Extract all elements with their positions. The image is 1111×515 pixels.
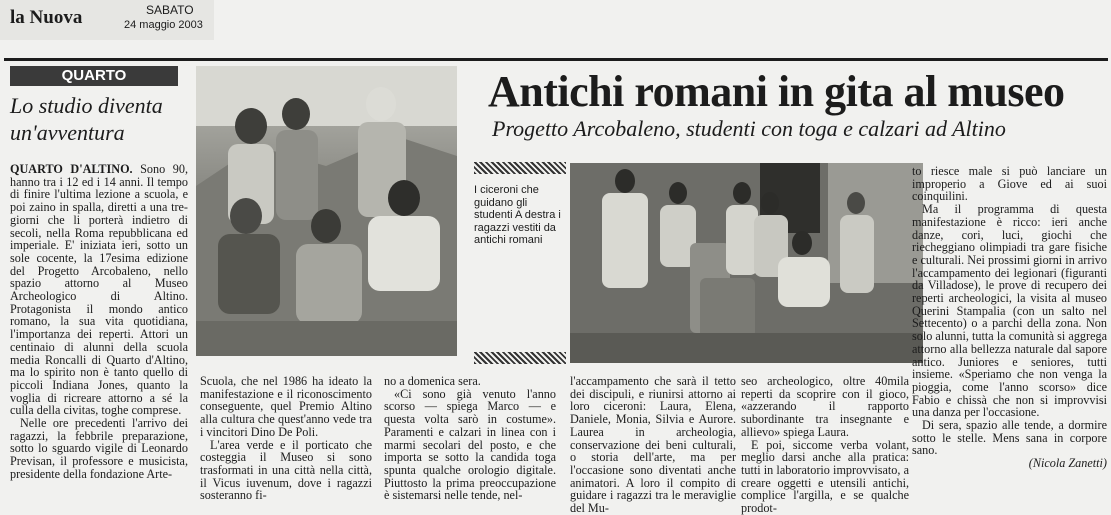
paragraph: «Ci sono già venuto l'anno scorso — spiega Marco — e questa volta sarò in costume». Paramenti e calzari in linea con i marmi secolari del posto, e che importa se sotto la candida toga spunta qualche orologio digitale. Piuttosto la prima preoccupazione è sistemarsi nelle tende, nel-	[384, 386, 556, 503]
article-column-6	[912, 165, 1107, 470]
article-column-1	[10, 163, 188, 481]
masthead-date: 24 maggio 2003	[124, 19, 203, 31]
paragraph: seo archeologico, oltre 40mila reperti da scoprire con il gioco, «azzerando il rapporto subordinante tra insegnante e allievo» spiega Laura.	[741, 374, 909, 439]
photo-students-romans-image	[570, 163, 923, 363]
paragraph: Scuola, che nel 1986 ha ideato la manifestazione e il riconoscimento conseguente, quel Premio Altino alla cultura che quest'anno vede tra i vincitori Dino De Poli.	[200, 374, 372, 439]
article-column-5	[741, 375, 909, 515]
masthead-day: SABATO	[146, 3, 194, 17]
dateline: QUARTO D'ALTINO.	[10, 162, 133, 176]
article-column-4	[570, 375, 736, 515]
caption-pattern-bottom	[474, 352, 566, 364]
kicker-headline: Lo studio diventa un'avventura	[10, 93, 163, 145]
paragraph: Sono 90, hanno tra i 12 ed i 14 anni. Il tempo di finire l'ultima lezione a scuola, e poi zaino in spalla, diretti a una tre-giorni che li porterà indietro di secoli, nella Roma repubblicana ed imperiale. E' iniziata ieri, sotto un sole cocente, la 17esima edizione del Progetto Arcobaleno, nello spazio attorno al Museo Archeologico di Altino. Protagonista il mondo antico romano, la sua vita quotidiana, l'importanza dei reperti. Attori un centinaio di alunni della scuola media Roncalli di Quarto d'Altino, ma lo spirito non è tanto quello di piccoli Indiana Jones, quanto la voglia di ricreare attorno a sé la culla della civitas, toghe comprese.	[10, 162, 189, 418]
byline: (Nicola Zanetti)	[1028, 456, 1107, 471]
paragraph: E poi, siccome verba volant, meglio darsi anche alla pratica: tutti in laboratorio improvvisato, a creare oggetti e utensili antichi, complice l'argilla, e se qualche prodot-	[741, 437, 909, 515]
photo-ciceroni-image	[196, 66, 457, 356]
paragraph: Ma il programma di questa manifestazione è ricco: ieri anche danze, cori, luci, giochi che riecheggiano olimpiadi tra gare fisiche e culturali. Nei prossimi giorni in arrivo l'accampamento dei legionari (figuranti da Villadose), le prove di recupero dei reperti archeologici, la visita al museo Querini Stampalia (con un salto nel Settecento) o a parchi della zona. Non solo alunni, tutta la comunità si aggrega attorno alla bellezza naturale dal sapore antico. Juniores e seniores, tutti insieme. «Speriamo che non venga la pioggia, come l'anno scorso» dice Fabio e chissà che non si improvvisi una danza per l'occasione.	[912, 202, 1107, 420]
newspaper-logo: la Nuova	[10, 7, 83, 28]
article-column-2	[200, 375, 372, 502]
caption-pattern-top	[474, 162, 566, 174]
article-headline: Antichi romani in gita al museo	[488, 67, 1065, 116]
article-column-3	[384, 375, 556, 502]
section-rule	[4, 58, 1108, 61]
paragraph: Di sera, spazio alle tende, a dormire sotto le stelle. Mens sana in corpore sano.	[912, 418, 1107, 458]
section-label: QUARTO	[10, 66, 178, 86]
photo-students-romans	[570, 163, 923, 363]
article-subheadline: Progetto Arcobaleno, studenti con toga e calzari ad Altino	[492, 116, 1006, 141]
paragraph: no a domenica sera.	[384, 374, 481, 388]
paragraph: l'accampamento che sarà il tetto dei discipuli, e riunirsi attorno ai loro ciceroni: Laura, Elena, Daniele, Monia, Silvia e Aurore. Laurea in archeologia, conservazione dei beni culturali, o storia dell'arte, ma per l'occasione sono diventati anche animatori. A loro il compito di guidare i ragazzi tra le meraviglie del Mu-	[570, 374, 736, 515]
paragraph: Nelle ore precedenti l'arrivo dei ragazzi, la febbrile preparazione, sotto lo sguardo vigile di Leonardo Previsan, il professore e musicista, presidente della fondazione Arte-	[10, 416, 188, 481]
paragraph: to riesce male si può lanciare un improperio a Giove ed ai suoi coinquilini.	[912, 164, 1107, 204]
paragraph: L'area verde e il porticato che costeggia il Museo si sono trasformati in una città nella città, il Vicus iuvenum, dove i ragazzi sosteranno fi-	[200, 437, 372, 503]
photo-ciceroni	[196, 66, 457, 356]
photo-caption: I ciceroni che guidano gli studenti A destra i ragazzi vestiti da antichi romani	[474, 184, 561, 246]
